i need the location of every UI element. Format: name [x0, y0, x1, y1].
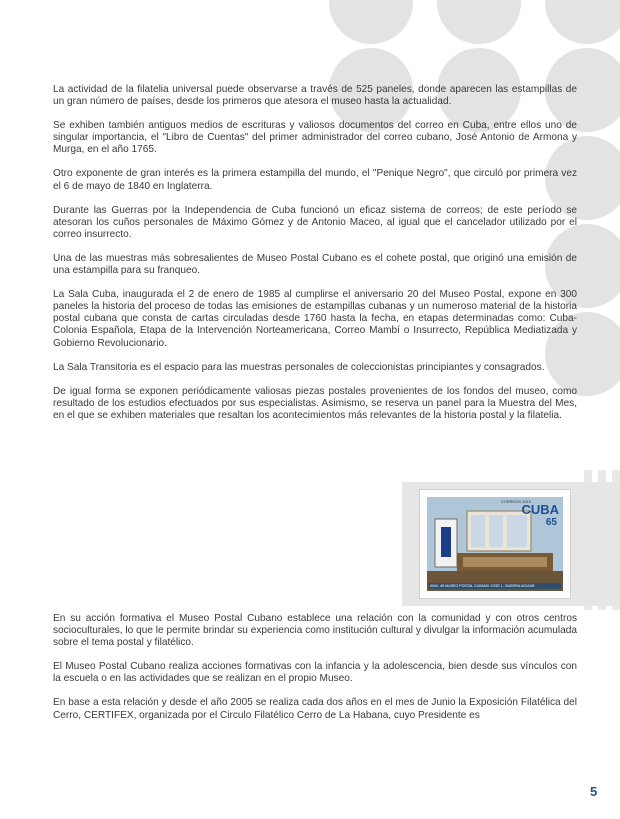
paragraph: El Museo Postal Cubano realiza acciones formativas con la infancia y la adolescencia, bien desde sus vínculos con la escuela o en las actividades que se realizan en el propio Museo.: [53, 661, 577, 685]
paragraph: La actividad de la filatelia universal puede observarse a través de 525 paneles, donde aparecen las estampillas de un gran número de países, desde los primeros que atesora el museo hasta la actualidad.: [53, 84, 577, 108]
paragraph: La Sala Transitoria es el espacio para las muestras personales de coleccionistas principiantes y consagrados.: [53, 361, 545, 373]
decor-circle: [437, 0, 521, 44]
body-text-top: [53, 84, 577, 434]
page-number: 5: [590, 784, 598, 799]
body-text-bottom: [53, 613, 577, 734]
decor-circle: [545, 0, 620, 44]
stamp-image: [420, 490, 570, 598]
paragraph: En su acción formativa el Museo Postal Cubano establece una relación con la comunidad y con otros centros socioculturales, lo que le permite brindar su experiencia como institución cultural y divulgar la información acumulada sobre el tema postal y filatélico.: [53, 613, 577, 649]
paragraph: La Sala Cuba, inaugurada el 2 de enero de 1985 al cumplirse el aniversario 20 del Museo Postal, expone en 300 paneles la historia del proceso de todas las emisiones de estampillas cubanas y un numeroso material de la historia postal cubana que consta de cartas circuladas desde 1760 hasta la fecha, en etapas determinadas como: Cuba-Colonia Española, Etapa de la Intervención Norteamericana, Correo Mambí o Insurrecto, República Mediatizada y Gobierno Revolucionario.: [53, 289, 577, 349]
paragraph: Una de las muestras más sobresalientes de Museo Postal Cubano es el cohete postal, que originó una emisión de una estampilla para su franqueo.: [53, 252, 577, 277]
paragraph: Otro exponente de gran interés es la primera estampilla del mundo, el "Penique Negro", que circuló por primera vez el 6 de mayo de 1840 en Inglaterra.: [53, 168, 577, 192]
paragraph: Durante las Guerras por la Independencia de Cuba funcionó un eficaz sistema de correos; de este período se atesoran los cuños personales de Máximo Gómez y de Antonio Maceo, al igual que el cancelador utilizado por el correo insurrecto.: [53, 204, 577, 240]
paragraph: De igual forma se exponen periódicamente valiosas piezas postales provenientes de los fondos del museo, como resultado de los estudios efectuados por sus especialistas. Asimismo, se reserva un panel para la Muestra del Mes, en el que se exhiben materiales que resaltan los acontecimientos más relevantes de la historia postal y la filatelia.: [53, 385, 577, 421]
stamp-year: CORREOS 2015: [500, 499, 531, 504]
stamp-country: CUBA: [521, 502, 559, 517]
stamp-value: 65: [545, 517, 557, 528]
paragraph: Se exhiben también antiguos medios de escrituras y valiosos documentos del correo en Cuba, entre ellos uno de singular importancia, el "Libro de Cuentas" del primer administrador del correo cubano, José Antonio de Armona y Murga, en el año 1765.: [53, 120, 577, 156]
decor-circle: [329, 0, 413, 44]
paragraph: En base a esta relación y desde el año 2005 se realiza cada dos años en el mes de Junio la Exposición Filatélica del Cerro, CERTIFEX, organizada por el Circulo Filatélico Cerro de La Habana, cuyo Presidente es: [53, 697, 577, 721]
stamp-artwork: [427, 497, 563, 591]
stamp-caption: ANIV. 45 MUSEO POSTAL CUBANO JOSÉ L. GUERRA AGUIAR: [429, 583, 561, 589]
